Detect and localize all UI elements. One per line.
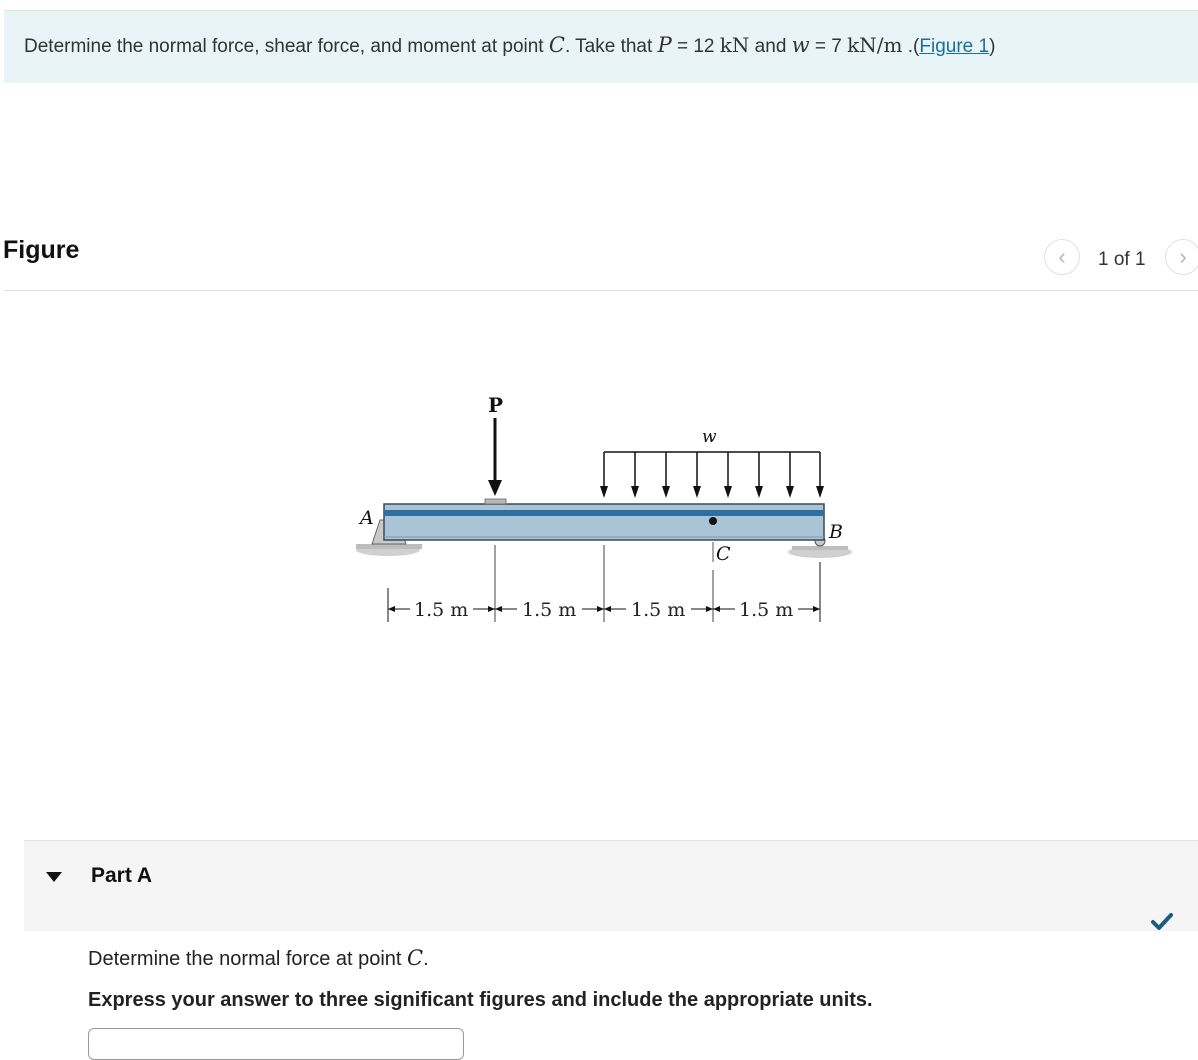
problem-statement-banner (4, 10, 1198, 83)
question-text-part: . (423, 948, 429, 970)
dim-label-4: 1.5 m (739, 599, 794, 621)
dim-label-1: 1.5 m (414, 599, 469, 621)
problem-text-part: ) (989, 36, 996, 57)
load-plate (485, 499, 506, 504)
figure-counter: 1 of 1 (1098, 249, 1146, 270)
p-unit: kN (719, 33, 750, 57)
instruction-text: Express your answer to three significant figures and include the appropriate units. (88, 989, 873, 1011)
dim-label-3: 1.5 m (631, 599, 686, 621)
w-value: = 7 (809, 36, 848, 57)
load-arrow (816, 452, 824, 498)
figure-heading: Figure (3, 236, 80, 264)
label-w: w (702, 427, 717, 447)
question-text (88, 946, 429, 971)
load-arrow (755, 452, 763, 498)
problem-text (24, 33, 995, 58)
dimension-arrowhead (706, 606, 713, 612)
problem-text-part: . Take that (564, 36, 658, 57)
distributed-load (600, 452, 824, 498)
problem-text-part: and (749, 36, 792, 57)
chevron-right-icon[interactable]: › (1165, 239, 1198, 275)
dimension-arrowhead (488, 606, 495, 612)
point-c-symbol: C (548, 33, 565, 57)
load-arrow (693, 452, 701, 498)
beam (384, 504, 824, 540)
figure-link[interactable]: Figure 1 (919, 36, 990, 57)
dim-label-2: 1.5 m (522, 599, 577, 621)
beam-figure (340, 380, 870, 640)
w-symbol: w (791, 33, 810, 57)
part-a-header[interactable] (24, 840, 1198, 931)
label-p: P (488, 393, 504, 417)
dimension-arrowhead (495, 606, 502, 612)
label-c: C (716, 543, 731, 565)
problem-text-part: Determine the normal force, shear force, and moment at point (24, 36, 549, 57)
figure-divider (4, 290, 1198, 291)
problem-text-part: .( (902, 36, 920, 57)
question-text-part: Determine the normal force at point (88, 948, 408, 970)
label-a: A (360, 507, 374, 529)
dimension-arrowhead (388, 606, 395, 612)
load-arrow (724, 452, 732, 498)
answer-input[interactable] (88, 1028, 464, 1060)
check-icon (1150, 910, 1174, 934)
chevron-left-icon[interactable]: ‹ (1044, 239, 1080, 275)
part-a-title: Part A (91, 864, 153, 887)
label-b: B (829, 521, 843, 543)
load-arrow (600, 452, 608, 498)
load-arrow (662, 452, 670, 498)
dimension-arrowhead (813, 606, 820, 612)
load-arrow (631, 452, 639, 498)
w-unit: kN/m (847, 33, 903, 57)
dimension-arrowhead (713, 606, 720, 612)
question-point-symbol: C (407, 946, 424, 970)
p-symbol: P (657, 33, 672, 57)
point-load-arrow (488, 418, 502, 496)
load-arrow (786, 452, 794, 498)
p-value: = 12 (671, 36, 720, 57)
dimension-arrowhead (597, 606, 604, 612)
triangle-down-icon[interactable] (46, 872, 62, 882)
dimension-arrowhead (604, 606, 611, 612)
point-c-marker (709, 517, 717, 525)
